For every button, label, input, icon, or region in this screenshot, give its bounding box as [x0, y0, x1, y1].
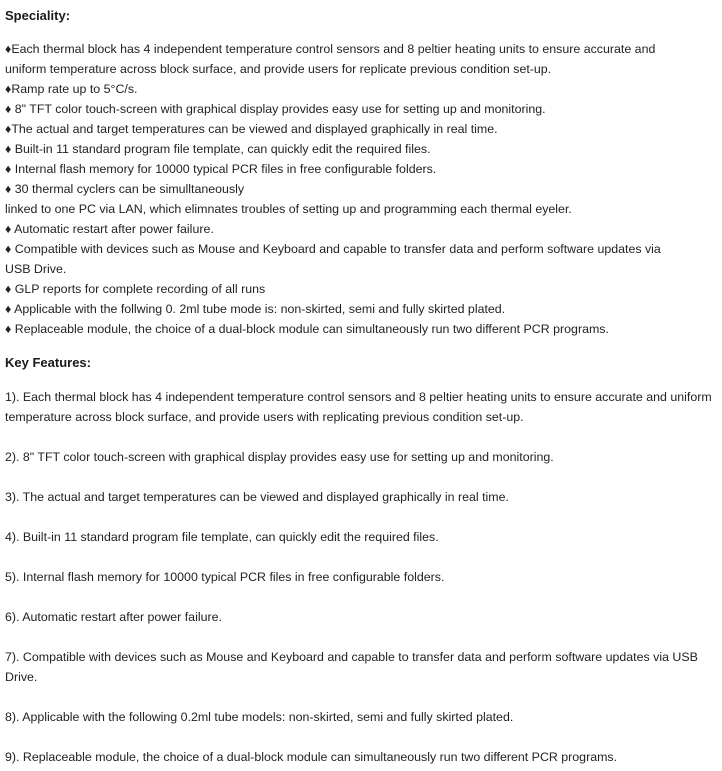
- key-feature-item: 6). Automatic restart after power failure.: [5, 610, 222, 624]
- speciality-line: USB Drive.: [5, 262, 67, 276]
- key-feature-item: 4). Built-in 11 standard program file template, can quickly edit the required files.: [5, 530, 439, 544]
- speciality-line: ♦ 30 thermal cyclers can be simulltaneously: [5, 182, 245, 196]
- speciality-line: ♦ 8" TFT color touch-screen with graphical display provides easy use for setting up and monitoring.: [5, 102, 546, 116]
- speciality-line: ♦ Compatible with devices such as Mouse and Keyboard and capable to transfer data and perform software updates via: [5, 242, 661, 256]
- key-feature-item: 1). Each thermal block has 4 independent temperature control sensors and 8 peltier heating units to ensure accurate and uniform temperature across block surface, and provide users with replicating previous condition set-up.: [5, 390, 712, 424]
- key-feature-item: 3). The actual and target temperatures can be viewed and displayed graphically in real time.: [5, 490, 509, 504]
- speciality-line: uniform temperature across block surface, and provide users for replicate previous condition set-up.: [5, 62, 552, 76]
- speciality-line: ♦ GLP reports for complete recording of all runs: [5, 282, 266, 296]
- speciality-line: ♦Ramp rate up to 5°C/s.: [5, 82, 138, 96]
- speciality-line: ♦ Automatic restart after power failure.: [5, 222, 214, 236]
- key-feature-item: 2). 8" TFT color touch-screen with graphical display provides easy use for setting up and monitoring.: [5, 450, 554, 464]
- speciality-line: ♦ Internal flash memory for 10000 typical PCR files in free configurable folders.: [5, 162, 437, 176]
- speciality-line: ♦ Built-in 11 standard program file template, can quickly edit the required files.: [5, 142, 431, 156]
- speciality-line: ♦ Replaceable module, the choice of a dual-block module can simultaneously run two different PCR programs.: [5, 322, 609, 336]
- speciality-line: ♦ Applicable with the follwing 0. 2ml tube mode is: non-skirted, semi and fully skirted plated.: [5, 302, 506, 316]
- key-feature-item: 7). Compatible with devices such as Mouse and Keyboard and capable to transfer data and perform software updates via USB Drive.: [5, 650, 698, 684]
- speciality-line: ♦Each thermal block has 4 independent temperature control sensors and 8 peltier heating units to ensure accurate and: [5, 42, 656, 56]
- speciality-line: linked to one PC via LAN, which elimnates troubles of setting up and programming each thermal eyeler.: [5, 202, 572, 216]
- speciality-heading: Speciality:: [5, 8, 71, 23]
- key-feature-item: 5). Internal flash memory for 10000 typical PCR files in free configurable folders.: [5, 570, 445, 584]
- speciality-line: ♦The actual and target temperatures can be viewed and displayed graphically in real time.: [5, 122, 498, 136]
- key-feature-item: 8). Applicable with the following 0.2ml tube models: non-skirted, semi and fully skirted plated.: [5, 710, 514, 724]
- key-feature-item: 9). Replaceable module, the choice of a dual-block module can simultaneously run two different PCR programs.: [5, 750, 618, 764]
- key-features-heading: Key Features:: [5, 355, 91, 370]
